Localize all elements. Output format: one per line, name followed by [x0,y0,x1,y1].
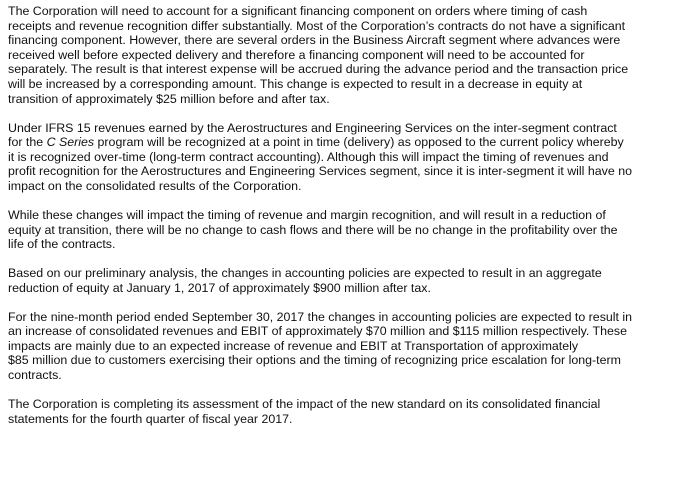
text-line: equity at transition, there will be no change to cash flows and there will be no change in the profitability over the [8,222,618,237]
text-line: transition of approximately $25 million before and after tax. [8,91,330,106]
text-line: will be increased by a corresponding amount. This change is expected to result in a decrease in equity at [8,76,583,91]
text-line: The Corporation will need to account for a significant financing component on orders where timing of cash [8,4,588,18]
text-line: $85 million due to customers exercising their options and the timing of recognizing price escalation for long-term [8,353,621,368]
paragraph-preliminary-analysis [8,266,697,295]
text-line: For the nine-month period ended September 30, 2017 the changes in accounting policies are expected to result in [8,309,633,324]
text-line: separately. The result is that interest expense will be accrued during the advance period and the transaction price [8,62,629,77]
text-line: it is recognized over-time (long-term contract accounting). Although this will impact the timing of revenues and [8,149,609,164]
text-fragment: for the [8,135,47,150]
text-line: impact on the consolidated results of the Corporation. [8,178,302,193]
text-line: reduction of equity at January 1, 2017 of approximately $900 million after tax. [8,280,431,295]
paragraph-timing-impact [8,208,697,252]
paragraph-ifrs15-inter-segment [8,121,697,194]
text-line: received well before expected delivery and therefore a financing component will need to be accounted for [8,47,585,62]
text-fragment: program will be recognized at a point in time (delivery) as opposed to the current policy whereby [94,135,624,150]
text-line: Under IFRS 15 revenues earned by the Aerostructures and Engineering Services on the inter-segment contract [8,120,617,135]
text-line-with-italic [8,135,697,150]
text-line: contracts. [8,368,62,383]
text-line: Based on our preliminary analysis, the changes in accounting policies are expected to result in an aggregate [8,266,602,281]
program-name-italic: C Series [46,135,95,150]
text-line: impacts are mainly due to an expected increase of revenue and EBIT at Transportation of approximately [8,338,579,353]
text-line: receipts and revenue recognition differ substantially. Most of the Corporation’s contracts do not have a significant [8,18,626,33]
paragraph-assessment [8,397,697,426]
text-line: life of the contracts. [8,237,116,252]
text-line: statements for the fourth quarter of fiscal year 2017. [8,411,293,426]
paragraph-financing-component [8,4,697,106]
text-line: While these changes will impact the timing of revenue and margin recognition, and will result in a reduction of [8,207,606,222]
text-line: an increase of consolidated revenues and EBIT of approximately $70 million and $115 million respectively. These [8,324,627,339]
text-line: The Corporation is completing its assessment of the impact of the new standard on its consolidated financial [8,397,601,412]
text-line: financing component. However, there are several orders in the Business Aircraft segment where advances were [8,33,621,48]
text-line: profit recognition for the Aerostructures and Engineering Services segment, since it is inter-segment it will have no [8,164,632,179]
paragraph-nine-month-period [8,310,697,383]
